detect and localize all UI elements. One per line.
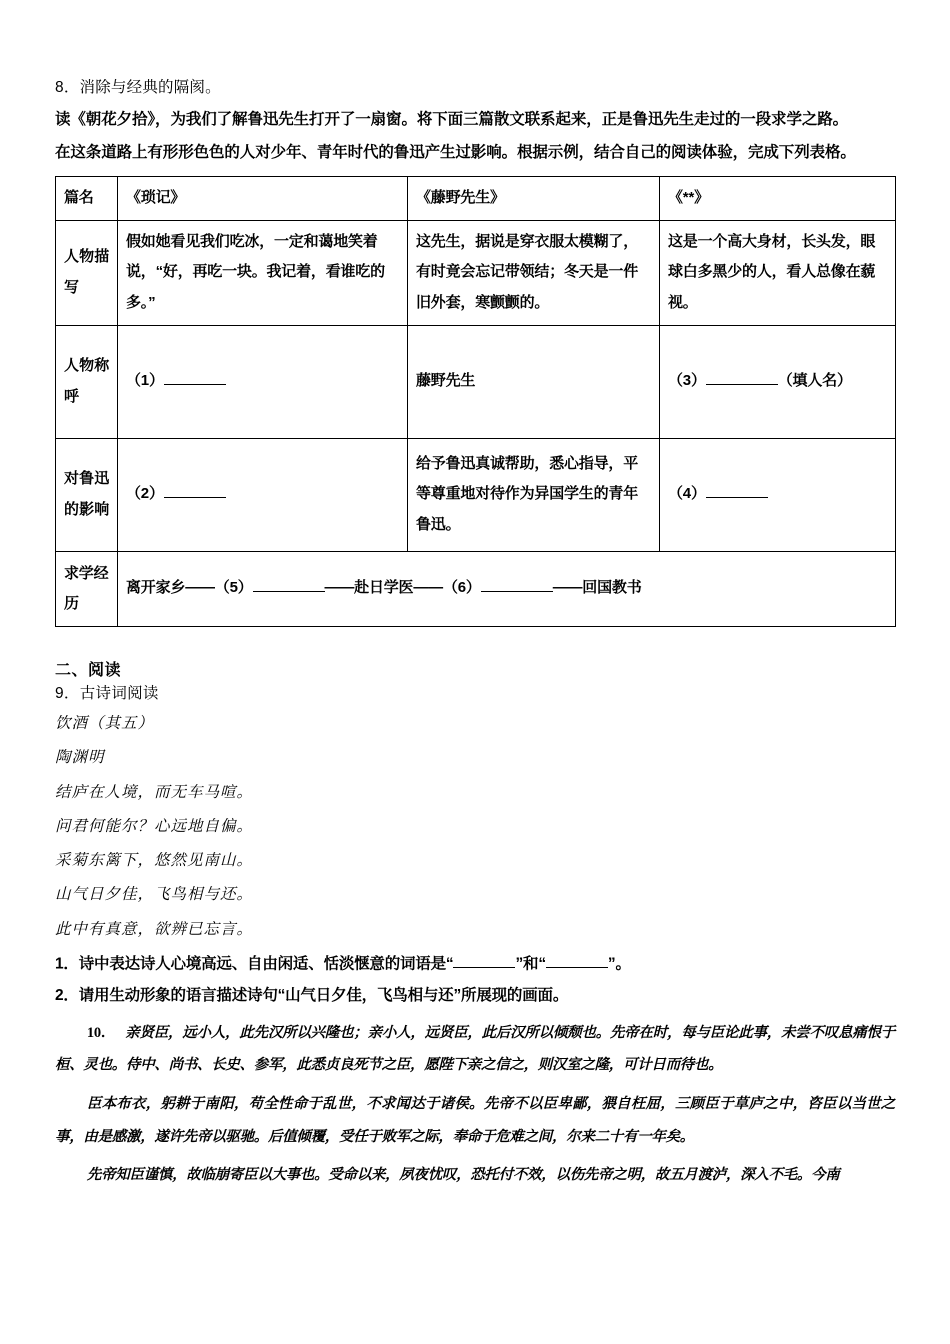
influence-cell-1 <box>118 438 408 551</box>
poem-question-2: 2．请用生动形象的语言描述诗句“山气日夕佳，飞鸟相与还”所展现的画面。 <box>55 986 569 1004</box>
answer-prefix-2: （2） <box>126 485 164 503</box>
answer-prefix-1: （1） <box>126 372 164 390</box>
poem-line-4: 山气日夕佳，飞鸟相与还。 <box>55 886 254 904</box>
poem-answer-blank-2[interactable] <box>546 952 608 969</box>
item-10-number: 10． <box>86 1024 116 1041</box>
row-label-experience <box>56 551 118 626</box>
appellation-cell-2: 藤野先生 <box>408 325 660 438</box>
item-10-paragraph-2: 臣本布衣，躬耕于南阳，苟全性命于乱世，不求闻达于诸侯。先帝不以臣卑鄙，猥自枉屈，三顾臣于草庐之中，咨臣以当世之事，由是感激，遂许先帝以驱驰。后值倾覆，受任于败军之际，奉命于危难之间，尔来二十有一年矣。 <box>55 1095 895 1145</box>
question-8-heading <box>55 78 895 99</box>
answer-prefix-3: （3） <box>668 372 706 390</box>
header-cell-3: 《**》 <box>660 176 896 220</box>
item-10-block <box>55 1017 895 1192</box>
table-row-title <box>56 176 896 220</box>
row-label-appellation: 人物称呼 <box>56 325 118 438</box>
row-label-experience-text: 求学经历 <box>64 564 109 612</box>
poem-question-1-suffix: ”。 <box>607 955 631 973</box>
poem-question-1 <box>55 952 895 975</box>
answer-prefix-4: （4） <box>668 485 706 503</box>
poem-author: 陶渊明 <box>55 749 105 767</box>
question-8-paragraph-2: 在这条道路上有形形色色的人对少年、青年时代的鲁迅产生过影响。根据示例，结合自己的阅读体验，完成下列表格。 <box>55 143 856 161</box>
description-cell-1: 假如她看见我们吃冰，一定和蔼地笑着说，“好，再吃一块。我记着，看谁吃的多。” <box>118 220 408 325</box>
item-9-heading: 9．古诗词阅读 <box>55 684 159 702</box>
poem-title: 饮酒（其五） <box>55 715 155 733</box>
appellation-cell-1 <box>118 325 408 438</box>
answer-blank-1[interactable] <box>164 369 226 385</box>
experience-cell <box>118 551 896 626</box>
answer-hint-3: （填人名） <box>777 372 852 390</box>
answer-blank-3[interactable] <box>706 369 778 385</box>
poem-line-3: 采菊东篱下，悠然见南山。 <box>55 852 254 870</box>
reading-table <box>55 176 896 627</box>
description-cell-2: 这先生，据说是穿衣服太模糊了，有时竟会忘记带领结；冬天是一件旧外套，寒颤颤的。 <box>408 220 660 325</box>
answer-blank-4[interactable] <box>706 482 768 498</box>
answer-blank-5[interactable] <box>253 576 325 592</box>
question-8-number: 8． <box>55 79 80 96</box>
experience-part-1: 离开家乡——（5） <box>126 579 253 597</box>
section-2-heading: 二、阅读 <box>55 661 122 679</box>
poem-line-5: 此中有真意，欲辨已忘言。 <box>55 920 254 938</box>
answer-blank-6[interactable] <box>481 576 553 592</box>
table-row-appellation <box>56 325 896 438</box>
influence-cell-2: 给予鲁迅真诚帮助，悉心指导，平等尊重地对待作为异国学生的青年鲁迅。 <box>408 438 660 551</box>
row-label-title: 篇名 <box>56 176 118 220</box>
poem-question-1-prefix: 1．诗中表达诗人心境高远、自由闲适、恬淡惬意的词语是“ <box>55 955 454 973</box>
header-cell-1: 《琐记》 <box>118 176 408 220</box>
description-cell-3: 这是一个高大身材，长头发，眼球白多黑少的人，看人总像在藐视。 <box>660 220 896 325</box>
row-label-influence: 对鲁迅的影响 <box>56 438 118 551</box>
item-10-paragraph-1 <box>55 1017 895 1082</box>
question-8-block <box>55 78 895 164</box>
section-2-block <box>55 657 895 1007</box>
appellation-cell-3 <box>660 325 896 438</box>
table-row-influence <box>56 438 896 551</box>
answer-blank-2[interactable] <box>164 482 226 498</box>
poem-question-1-middle: ”和“ <box>515 955 546 973</box>
item-10-paragraph-1-text: 亲贤臣，远小人，此先汉所以兴隆也；亲小人，远贤臣，此后汉所以倾颓也。先帝在时，每与臣论此事，未尝不叹息痛恨于桓、灵也。侍中、尚书、长史、参军，此悉贞良死节之臣，愿陛下亲之信之，则汉室之隆，可计日而待也。 <box>55 1024 896 1074</box>
poem-line-1: 结庐在人境，而无车马喧。 <box>55 783 254 801</box>
influence-cell-3 <box>660 438 896 551</box>
question-8-paragraph-1: 读《朝花夕拾》，为我们了解鲁迅先生打开了一扇窗。将下面三篇散文联系起来，正是鲁迅先生走过的一段求学之路。 <box>55 110 849 128</box>
header-cell-2: 《藤野先生》 <box>408 176 660 220</box>
question-8-title: 消除与经典的隔阂。 <box>79 79 221 96</box>
experience-part-3: ——回国教书 <box>552 579 642 597</box>
table-row-experience <box>56 551 896 626</box>
item-10-paragraph-3: 先帝知臣谨慎，故临崩寄臣以大事也。受命以来，夙夜忧叹，恐托付不效，以伤先帝之明，故五月渡泸，深入不毛。今南 <box>86 1167 840 1184</box>
poem-line-2: 问君何能尔？心远地自偏。 <box>55 817 254 835</box>
row-label-description: 人物描写 <box>56 220 118 325</box>
table-row-description <box>56 220 896 325</box>
poem-answer-blank-1[interactable] <box>453 952 515 969</box>
experience-part-2: ——赴日学医——（6） <box>324 579 481 597</box>
